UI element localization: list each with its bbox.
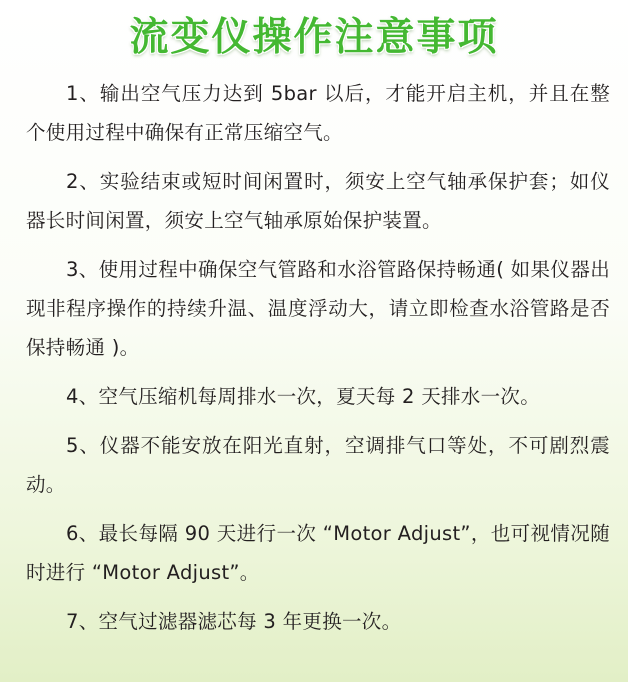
note-item-3: 3、使用过程中确保空气管路和水浴管路保持畅通( 如果仪器出现非程序操作的持续升温、温度浮动大，请立即检查水浴管路是否保持畅通 )。: [26, 258, 610, 359]
note-item-1: 1、输出空气压力达到 5bar 以后，才能开启主机，并且在整个使用过程中确保有正常压缩空气。: [26, 82, 610, 144]
note-item-4: 4、空气压缩机每周排水一次，夏天每 2 天排水一次。: [66, 385, 541, 408]
page-title: 流变仪操作注意事项: [129, 15, 499, 60]
note-item-2: 2、实验结束或短时间闲置时，须安上空气轴承保护套；如仪器长时间闲置，须安上空气轴承原始保护装置。: [26, 170, 610, 232]
note-item-6: 6、最长每隔 90 天进行一次 “Motor Adjust”，也可视情况随时进行 “Motor Adjust”。: [26, 522, 610, 584]
note-item-5: 5、仪器不能安放在阳光直射，空调排气口等处，不可剧烈震动。: [26, 434, 610, 496]
note-item-7: 7、空气过滤器滤芯每 3 年更换一次。: [66, 610, 402, 633]
notes-list: [26, 74, 610, 651]
